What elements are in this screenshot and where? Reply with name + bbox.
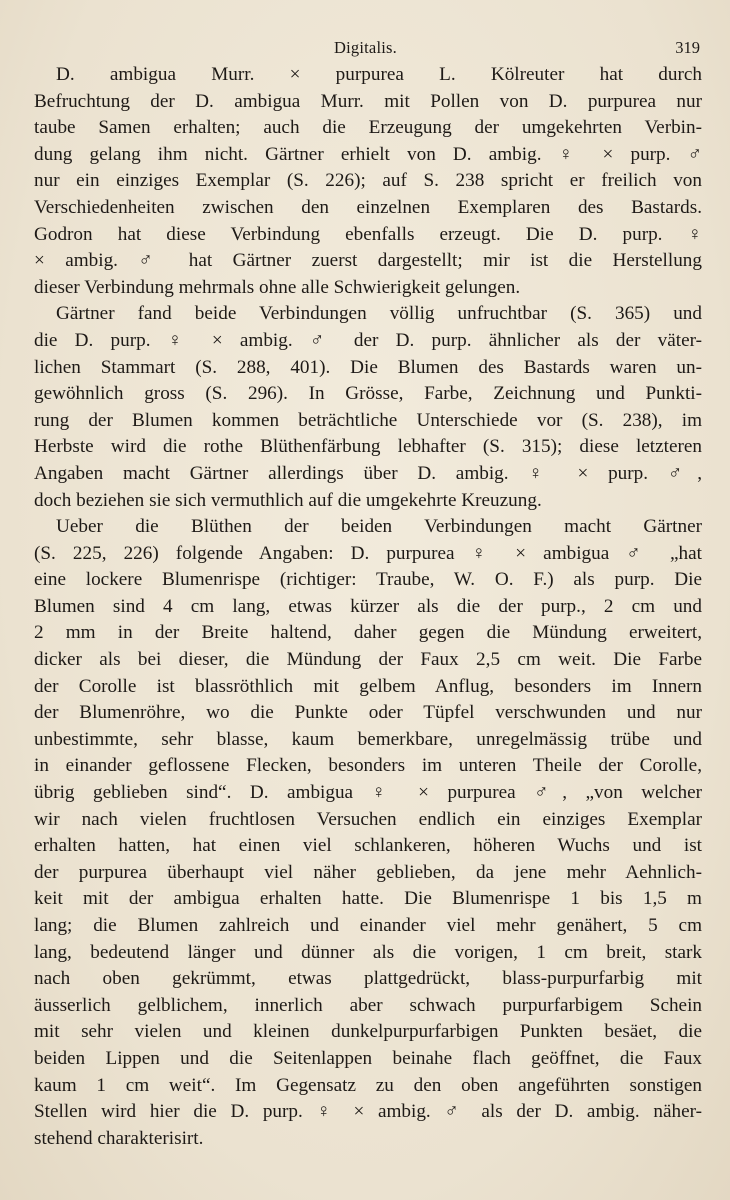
text-line: nach oben gekrümmt, etwas plattgedrückt, blass-purpurfarbig mit [34,968,702,990]
page-header [34,30,702,62]
text-line: Verschiedenheiten zwischen den einzelnen Exemplaren des Bastards. [34,196,702,218]
text-line: Gärtner fand beide Verbindungen völlig unfruchtbar (S. 365) und [56,303,702,325]
text-line: (S. 225, 226) folgende Angaben: D. purpurea ♀ × ambigua ♂ „hat [34,542,702,564]
text-line: mit sehr vielen und kleinen dunkelpurpurfarbigen Punkten besäet, die [34,1021,702,1043]
text-line: dieser Verbindung mehrmals ohne alle Schwierigkeit gelungen. [34,276,521,298]
text-line: in einander geflossene Flecken, besonders im unteren Theile der Corolle, [34,755,702,777]
text-line: 2 mm in der Breite haltend, daher gegen die Mündung erweitert, [34,622,702,644]
text-line: rung der Blumen kommen beträchtliche Unterschiede vor (S. 238), im [34,409,702,431]
page-number: 319 [675,38,700,57]
text-line: dicker als bei dieser, die Mündung der Faux 2,5 cm weit. Die Farbe [34,649,702,671]
text-line: eine lockere Blumenrispe (richtiger: Traube, W. O. F.) als purp. Die [34,569,702,591]
text-line: gewöhnlich gross (S. 296). In Grösse, Farbe, Zeichnung und Punkti- [34,383,702,405]
text-line: der Corolle ist blassröthlich mit gelbem Anflug, besonders im Innern [34,675,702,697]
text-line: Befruchtung der D. ambigua Murr. mit Pollen von D. purpurea nur [34,90,702,112]
text-line: D. ambigua Murr. × purpurea L. Kölreuter hat durch [56,64,702,85]
text-line: Godron hat diese Verbindung ebenfalls erzeugt. Die D. purp. ♀ [34,223,702,245]
text-line: stehend charakterisirt. [34,1127,204,1149]
text-line: unbestimmte, sehr blasse, kaum bemerkbare, unregelmässig trübe und [34,728,702,750]
paragraph [34,62,702,301]
text-line: Blumen sind 4 cm lang, etwas kürzer als die der purp., 2 cm und [34,595,702,617]
paragraph [34,301,702,514]
text-line: nur ein einziges Exemplar (S. 226); auf S. 238 spricht er freilich von [34,170,702,192]
text-line: lichen Stammart (S. 288, 401). Die Blumen des Bastards waren un- [34,356,702,378]
body-text [34,62,702,1152]
text-line: der Blumenröhre, wo die Punkte oder Tüpfel verschwunden und nur [34,702,702,724]
text-line: taube Samen erhalten; auch die Erzeugung der umgekehrten Verbin- [34,117,702,139]
text-line: beiden Lippen und die Seitenlappen beinahe flach geöffnet, die Faux [34,1047,702,1069]
text-line: × ambig. ♂ hat Gärtner zuerst dargestellt; mir ist die Herstellung [34,250,702,272]
text-line: erhalten hatten, hat einen viel schlankeren, höheren Wuchs und ist [34,835,702,857]
text-line: übrig geblieben sind“. D. ambigua ♀ × purpurea ♂, „von welcher [34,782,702,804]
text-line: Stellen wird hier die D. purp. ♀ × ambig. ♂ als der D. ambig. näher- [34,1101,702,1123]
text-line: Angaben macht Gärtner allerdings über D. ambig. ♀ × purp. ♂, [34,462,702,484]
text-line: Ueber die Blüthen der beiden Verbindungen macht Gärtner [56,516,702,538]
text-line: die D. purp. ♀ × ambig. ♂ der D. purp. ähnlicher als der väter- [34,329,702,351]
text-line: wir nach vielen fruchtlosen Versuchen endlich ein einziges Exemplar [34,808,702,830]
text-line: dung gelang ihm nicht. Gärtner erhielt von D. ambig. ♀ × purp. ♂ [34,143,702,165]
text-line: der purpurea überhaupt viel näher geblieben, da jene mehr Aehnlich- [34,861,702,883]
paragraph [34,514,702,1152]
text-line: äusserlich gelblichem, innerlich aber schwach purpurfarbigem Schein [34,994,702,1016]
text-line: doch beziehen sie sich vermuthlich auf die umgekehrte Kreuzung. [34,489,542,511]
text-line: Herbste wird die rothe Blüthenfärbung lebhafter (S. 315); diese letzteren [34,436,702,458]
text-line: lang; die Blumen zahlreich und einander viel mehr genähert, 5 cm [34,915,702,936]
running-title: Digitalis. [334,38,397,57]
text-line: kaum 1 cm weit“. Im Gegensatz zu den oben angeführten sonstigen [34,1074,702,1096]
book-page [34,30,702,1190]
text-line: keit mit der ambigua erhalten hatte. Die Blumenrispe 1 bis 1,5 m [34,888,702,910]
text-line: lang, bedeutend länger und dünner als die vorigen, 1 cm breit, stark [34,941,702,963]
